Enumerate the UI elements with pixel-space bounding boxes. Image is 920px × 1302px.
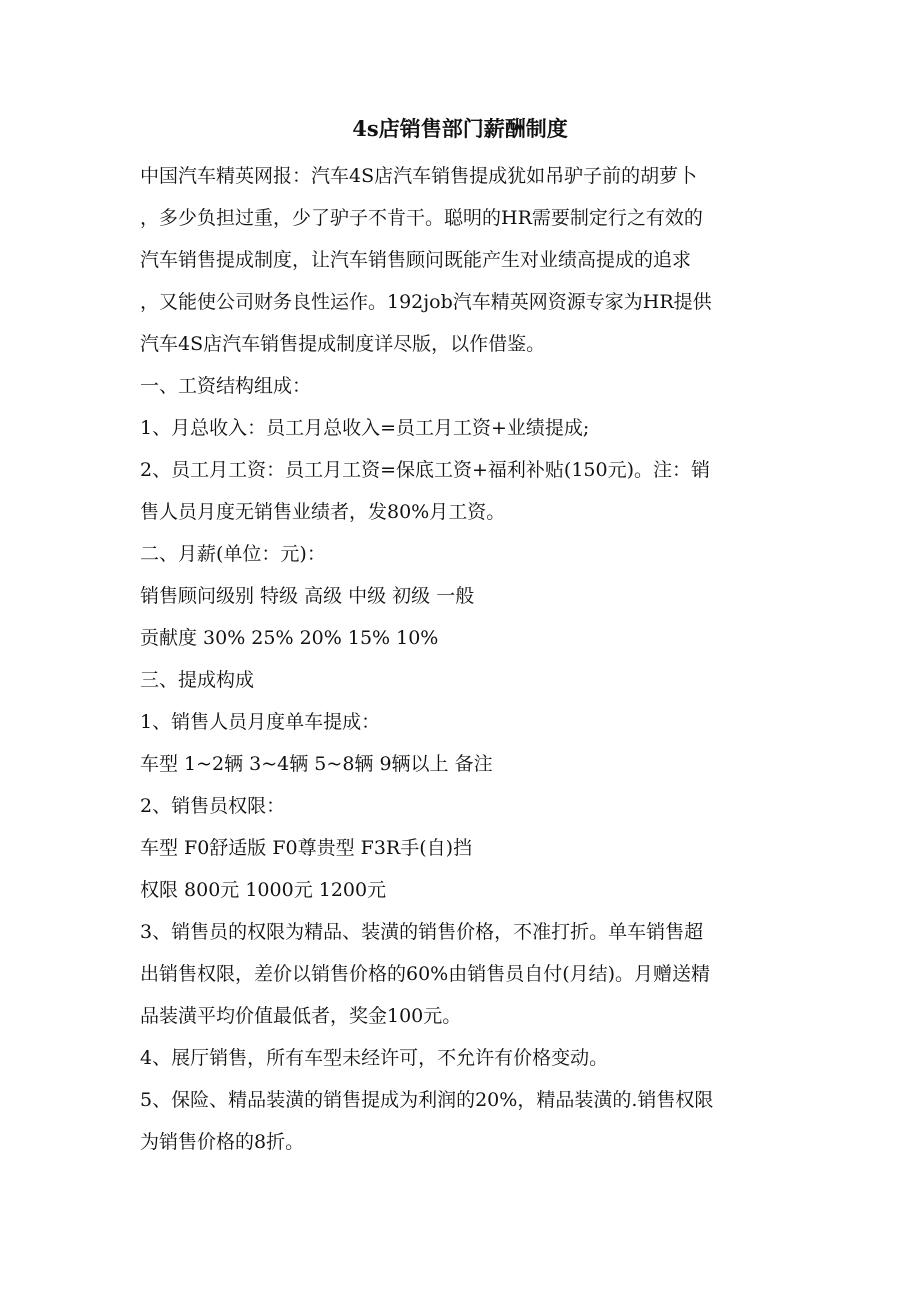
text-line: 2、员工月工资：员工月工资=保底工资+福利补贴(150元)。注：销 [140, 459, 711, 481]
text-line: 为销售价格的8折。 [140, 1131, 305, 1153]
text-line: 1、销售人员月度单车提成： [140, 711, 381, 733]
text-line: 5、保险、精品装潢的销售提成为利润的20%，精品装潢的.销售权限 [140, 1089, 714, 1111]
text-line: 2、销售员权限： [140, 795, 286, 817]
text-line: 品装潢平均价值最低者，奖金100元。 [140, 1005, 462, 1027]
text-line: 售人员月度无销售业绩者，发80%月工资。 [140, 501, 506, 523]
section-heading-monthly-salary: 二、月薪(单位：元)： [140, 543, 326, 565]
document-body [140, 155, 780, 1163]
text-line: ，多少负担过重，少了驴子不肯干。聪明的HR需要制定行之有效的 [140, 207, 703, 229]
text-line: 销售顾问级别 特级 高级 中级 初级 一般 [140, 585, 475, 607]
text-line: 车型 F0舒适版 F0尊贵型 F3R手(自)挡 [140, 837, 473, 859]
section-heading-commission: 三、提成构成 [140, 669, 255, 691]
text-line: 贡献度 30% 25% 20% 15% 10% [140, 627, 439, 649]
text-line: 出销售权限，差价以销售价格的60%由销售员自付(月结)。月赠送精 [140, 963, 711, 985]
section-heading-salary-structure: 一、工资结构组成： [140, 375, 312, 397]
text-line: 权限 800元 1000元 1200元 [140, 879, 387, 901]
text-line: ，又能使公司财务良性运作。192job汽车精英网资源专家为HR提供 [140, 291, 712, 313]
text-line: 汽车4S店汽车销售提成制度详尽版，以作借鉴。 [140, 333, 546, 355]
text-line: 汽车销售提成制度，让汽车销售顾问既能产生对业绩高提成的追求 [140, 249, 692, 271]
text-line: 中国汽车精英网报：汽车4S店汽车销售提成犹如吊驴子前的胡萝卜 [140, 165, 698, 187]
text-line: 车型 1~2辆 3~4辆 5~8辆 9辆以上 备注 [140, 753, 493, 775]
text-line: 1、月总收入：员工月总收入=员工月工资+业绩提成; [140, 417, 590, 439]
text-line: 3、销售员的权限为精品、装潢的销售价格，不准打折。单车销售超 [140, 921, 704, 943]
text-line: 4、展厅销售，所有车型未经许可，不允许有价格变动。 [140, 1047, 609, 1069]
document-title: 4s店销售部门薪酬制度 [352, 116, 568, 141]
